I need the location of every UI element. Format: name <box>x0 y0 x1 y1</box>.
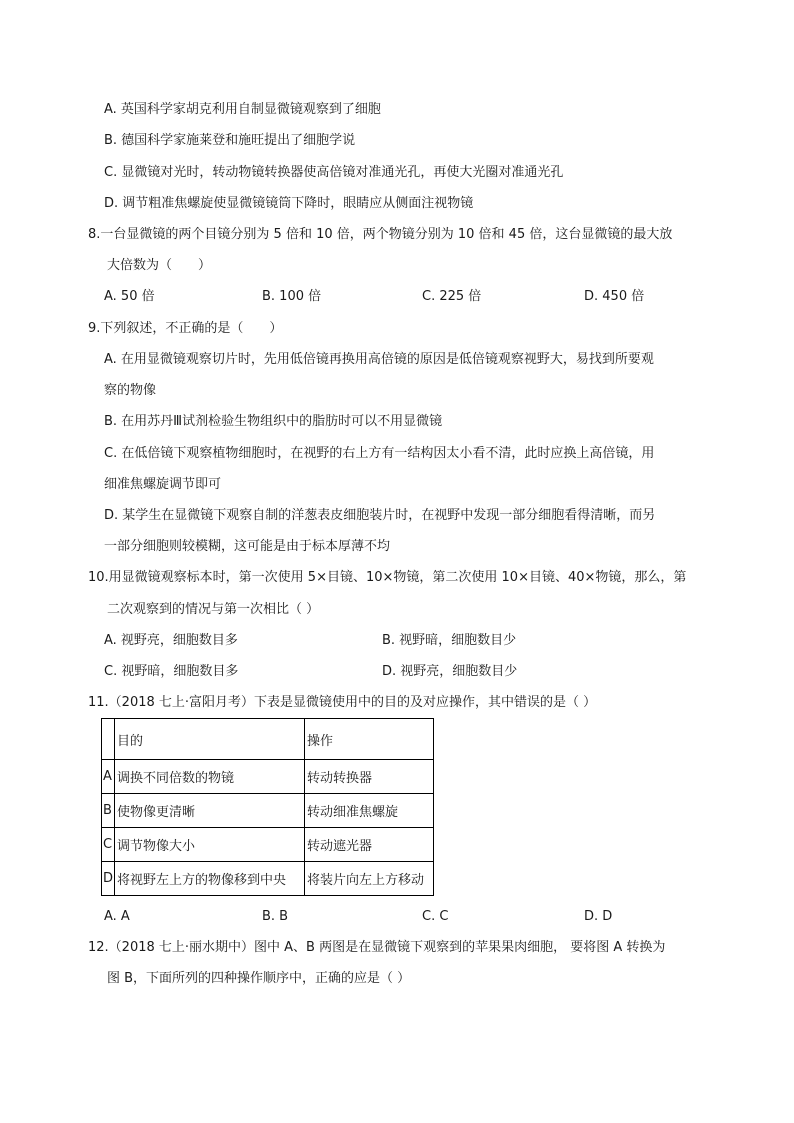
q12-stem-cont: 图 B，下面所列的四种操作顺序中，正确的应是（ ） <box>107 971 411 986</box>
row-label: B <box>102 794 115 828</box>
row-aim: 调换不同倍数的物镜 <box>115 760 305 794</box>
q8-option-b: B. 100 倍 <box>262 289 322 304</box>
q9-option-c: C. 在低倍镜下观察植物细胞时，在视野的右上方有一结构因太小看不清，此时应换上高倍镜，用 <box>104 446 655 461</box>
row-label: A <box>102 760 115 794</box>
q10-stem: 10.用显微镜观察标本时，第一次使用 5×目镜、10×物镜，第二次使用 10×目镜、40×物镜，那么，第 <box>88 570 687 585</box>
q9-option-c-cont: 细准焦螺旋调节即可 <box>104 477 222 492</box>
q10-option-b: B. 视野暗，细胞数目少 <box>382 633 517 648</box>
q9-option-b: B. 在用苏丹Ⅲ试剂检验生物组织中的脂肪时可以不用显微镜 <box>104 414 443 429</box>
row-operation: 转动遮光器 <box>305 828 434 862</box>
table-row <box>102 828 434 862</box>
q10-option-c: C. 视野暗，细胞数目多 <box>104 664 239 679</box>
q7-option-d: D. 调节粗准焦螺旋使显微镜镜筒下降时，眼睛应从侧面注视物镜 <box>104 196 474 211</box>
q9-option-d-cont: 一部分细胞则较模糊，这可能是由于标本厚薄不均 <box>104 539 391 554</box>
q12-stem: 12.（2018 七上·丽水期中）图中 A、B 两图是在显微镜下观察到的苹果果肉细胞， 要将图 A 转换为 <box>88 940 666 955</box>
row-aim: 将视野左上方的物像移到中央 <box>115 862 305 896</box>
row-operation: 转动转换器 <box>305 760 434 794</box>
q10-stem-cont: 二次观察到的情况与第一次相比（ ） <box>107 602 320 617</box>
q7-option-c: C. 显微镜对光时，转动物镜转换器使高倍镜对准通光孔，再使大光圈对准通光孔 <box>104 165 564 180</box>
table-header-aim: 目的 <box>115 719 305 760</box>
row-operation: 转动细准焦螺旋 <box>305 794 434 828</box>
q10-option-d: D. 视野亮，细胞数目少 <box>382 664 518 679</box>
q8-stem-cont: 大倍数为（ ） <box>107 258 212 273</box>
q9-option-d: D. 某学生在显微镜下观察自制的洋葱表皮细胞装片时，在视野中发现一部分细胞看得清晰，而另 <box>104 508 656 523</box>
row-label: C <box>102 828 115 862</box>
q8-option-c: C. 225 倍 <box>422 289 482 304</box>
table-row <box>102 794 434 828</box>
table-header-operation: 操作 <box>305 719 434 760</box>
q8-option-d: D. 450 倍 <box>584 289 645 304</box>
q9-stem: 9.下列叙述，不正确的是（ ） <box>88 321 283 336</box>
q7-option-b: B. 德国科学家施莱登和施旺提出了细胞学说 <box>104 133 356 148</box>
table-header-row <box>102 719 434 760</box>
q11-option-d: D. D <box>584 909 613 924</box>
q8-option-a: A. 50 倍 <box>104 289 155 304</box>
q11-option-c: C. C <box>422 909 449 924</box>
q11-option-a: A. A <box>104 909 130 924</box>
table-row <box>102 760 434 794</box>
table-cell <box>102 719 115 760</box>
q11-option-b: B. B <box>262 909 289 924</box>
q11-stem: 11.（2018 七上·富阳月考）下表是显微镜使用中的目的及对应操作，其中错误的是（ ） <box>88 695 597 710</box>
row-operation: 将装片向左上方移动 <box>305 862 434 896</box>
q9-option-a: A. 在用显微镜观察切片时，先用低倍镜再换用高倍镜的原因是低倍镜观察视野大，易找到所要观 <box>104 352 654 367</box>
row-aim: 调节物像大小 <box>115 828 305 862</box>
q11-table <box>101 718 434 896</box>
q7-option-a: A. 英国科学家胡克利用自制显微镜观察到了细胞 <box>104 102 381 117</box>
table-row <box>102 862 434 896</box>
q8-stem: 8.一台显微镜的两个目镜分别为 5 倍和 10 倍，两个物镜分别为 10 倍和 45 倍，这台显微镜的最大放 <box>88 227 673 242</box>
row-aim: 使物像更清晰 <box>115 794 305 828</box>
q10-option-a: A. 视野亮，细胞数目多 <box>104 633 238 648</box>
q9-option-a-cont: 察的物像 <box>104 383 157 398</box>
row-label: D <box>102 862 115 896</box>
